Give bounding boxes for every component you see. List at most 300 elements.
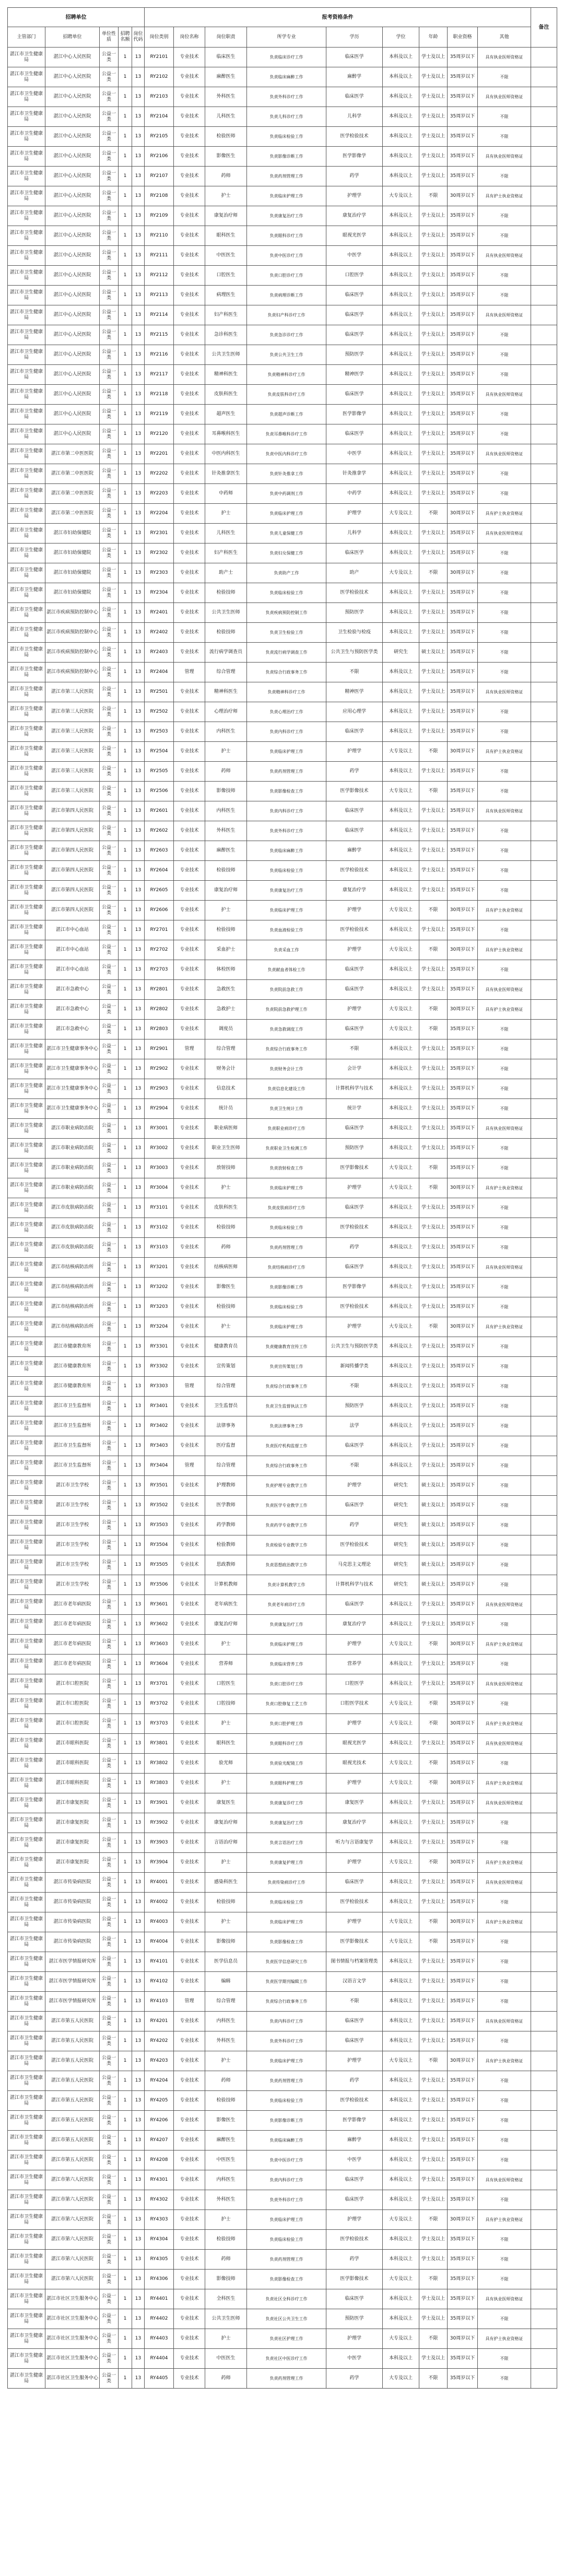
table-cell: RY2503 [145, 722, 174, 742]
remark-cell [531, 186, 557, 206]
table-cell: 13 [132, 2111, 145, 2131]
table-cell: 13 [132, 1337, 145, 1357]
table-cell: RY3001 [145, 1119, 174, 1139]
table-cell: 公益一类 [100, 1992, 119, 2012]
table-cell: 学士及以上 [419, 2250, 448, 2270]
table-cell: 护理学 [326, 1000, 383, 1020]
table-cell: 学士及以上 [419, 48, 448, 67]
table-cell: 13 [132, 821, 145, 841]
table-cell: 湛江市卫生健康局 [8, 226, 45, 246]
table-cell: 具有执业医师资格证 [478, 1674, 531, 1694]
table-cell: 专业技术 [174, 1516, 205, 1535]
table-cell: 湛江中心人民医院 [45, 167, 100, 186]
table-cell: RY2802 [145, 1000, 174, 1020]
table-cell: 临床医生 [205, 48, 247, 67]
table-cell: 湛江市卫生健康局 [8, 1833, 45, 1853]
table-cell: 管理 [174, 1992, 205, 2012]
table-cell: 康复治疗学 [326, 1615, 383, 1635]
table-cell: 护士 [205, 186, 247, 206]
table-cell: 湛江市第四人民医院 [45, 881, 100, 901]
table-cell: 学士及以上 [419, 167, 448, 186]
table-cell: 职业卫生医师 [205, 1139, 247, 1159]
table-cell: 湛江市第三人民医院 [45, 722, 100, 742]
table-cell: 13 [132, 1020, 145, 1039]
table-cell: 专业技术 [174, 742, 205, 762]
recruitment-table [7, 7, 557, 2389]
remark-cell [531, 1694, 557, 1714]
table-cell: RY4003 [145, 1912, 174, 1932]
table-cell: RY3604 [145, 1655, 174, 1674]
table-cell: 负责外科诊疗工作 [247, 87, 326, 107]
table-cell: 临床医学 [326, 1496, 383, 1516]
table-cell: RY2103 [145, 87, 174, 107]
table-cell: 管理 [174, 1456, 205, 1476]
table-cell: 负责临床护理工作 [247, 1317, 326, 1337]
table-cell: 35周岁以下 [448, 1456, 478, 1476]
table-cell: 湛江市卫生健康局 [8, 1635, 45, 1655]
table-cell: 学士及以上 [419, 1893, 448, 1912]
table-cell: 公益一类 [100, 1297, 119, 1317]
table-cell: 综合管理 [205, 1039, 247, 1059]
table-cell: 不限 [478, 2309, 531, 2329]
table-cell: 急诊科医生 [205, 325, 247, 345]
table-cell: 35周岁以下 [448, 1674, 478, 1694]
table-cell: 不限 [478, 107, 531, 127]
table-cell: 13 [132, 1575, 145, 1595]
table-cell: 1 [119, 1020, 132, 1039]
table-cell: RY3506 [145, 1575, 174, 1595]
table-cell: 具有执业医师资格证 [478, 524, 531, 543]
table-cell: 公益一类 [100, 841, 119, 861]
table-cell: 口腔医生 [205, 1674, 247, 1694]
table-cell: 专业技术 [174, 1397, 205, 1416]
table-cell: 学士及以上 [419, 1377, 448, 1397]
table-cell: 不限 [478, 1377, 531, 1397]
table-cell: 不限 [478, 821, 531, 841]
table-cell: 本科及以上 [383, 345, 419, 365]
table-row [8, 1893, 557, 1912]
table-cell: 营养师 [205, 1655, 247, 1674]
remark-cell [531, 1774, 557, 1793]
table-cell: RY3303 [145, 1377, 174, 1397]
table-cell: 负责康复治疗工作 [247, 206, 326, 226]
table-cell: 湛江市卫生学校 [45, 1555, 100, 1575]
table-cell: RY2404 [145, 663, 174, 682]
table-cell: 1 [119, 2111, 132, 2131]
table-cell: RY2115 [145, 325, 174, 345]
table-cell: 湛江市卫生健康局 [8, 1397, 45, 1416]
table-cell: 不限 [478, 206, 531, 226]
table-cell: 康复治疗师 [205, 206, 247, 226]
table-cell: 湛江市第六人民医院 [45, 2230, 100, 2250]
table-cell: 学士及以上 [419, 484, 448, 504]
table-row [8, 1258, 557, 1278]
table-cell: 湛江市卫生健康局 [8, 2111, 45, 2131]
table-cell: 负责卫生检验工作 [247, 623, 326, 643]
table-row [8, 67, 557, 87]
table-cell: 1 [119, 305, 132, 325]
table-cell: 湛江市卫生健康局 [8, 424, 45, 444]
table-cell: 公益一类 [100, 1456, 119, 1476]
table-cell: 35周岁以下 [448, 1119, 478, 1139]
table-cell: 公益一类 [100, 1734, 119, 1754]
table-cell: 1 [119, 365, 132, 385]
remark-cell [531, 801, 557, 821]
table-row [8, 702, 557, 722]
table-cell: 13 [132, 325, 145, 345]
table-cell: 护士 [205, 1635, 247, 1655]
remark-cell [531, 782, 557, 801]
table-cell: RY4202 [145, 2031, 174, 2051]
table-cell: RY4304 [145, 2230, 174, 2250]
table-cell: 1 [119, 2329, 132, 2349]
table-cell: 35周岁以下 [448, 1575, 478, 1595]
table-cell: 大专及以上 [383, 504, 419, 524]
table-cell: 湛江中心人民医院 [45, 266, 100, 286]
table-cell: 公益一类 [100, 1000, 119, 1020]
table-cell: 负责验光配镜工作 [247, 1754, 326, 1774]
table-cell: 护理学 [326, 1317, 383, 1337]
table-cell: 学士及以上 [419, 1297, 448, 1317]
table-cell: 35周岁以下 [448, 821, 478, 841]
table-cell: 湛江市卫生学校 [45, 1575, 100, 1595]
table-cell: 13 [132, 1674, 145, 1694]
table-cell: 研究生 [383, 643, 419, 663]
table-cell: 35周岁以下 [448, 1397, 478, 1416]
table-cell: 35周岁以下 [448, 1655, 478, 1674]
table-cell: 不限 [478, 1397, 531, 1416]
table-cell: 负责临床麻醉工作 [247, 67, 326, 87]
table-cell: 负责职业卫生检测工作 [247, 1139, 326, 1159]
table-cell: 不限 [478, 2250, 531, 2270]
table-cell: 负责健康教育宣传工作 [247, 1337, 326, 1357]
table-cell: 护理学 [326, 1912, 383, 1932]
table-cell: 公益一类 [100, 1595, 119, 1615]
table-cell: 公益一类 [100, 2270, 119, 2289]
table-cell: 公益一类 [100, 1912, 119, 1932]
table-cell: 心理治疗师 [205, 702, 247, 722]
table-cell: 医学检验技术 [326, 1297, 383, 1317]
table-cell: 负责献血者体检工作 [247, 960, 326, 980]
table-cell: 不限 [419, 1853, 448, 1873]
table-cell: 公益一类 [100, 1218, 119, 1238]
table-cell: 负责临床护理工作 [247, 2210, 326, 2230]
table-cell: 不限 [478, 1218, 531, 1238]
table-cell: 13 [132, 1238, 145, 1258]
table-cell: 湛江市卫生健康局 [8, 643, 45, 663]
table-cell: 1 [119, 2131, 132, 2150]
remark-cell [531, 980, 557, 1000]
table-cell: 专业技术 [174, 702, 205, 722]
table-cell: 本科及以上 [383, 167, 419, 186]
table-cell: 大专及以上 [383, 2369, 419, 2389]
table-cell: 眼科医生 [205, 226, 247, 246]
table-cell: 检验技师 [205, 583, 247, 603]
table-cell: 临床医学 [326, 1119, 383, 1139]
table-cell: 湛江中心人民医院 [45, 365, 100, 385]
table-cell: 湛江中心人民医院 [45, 424, 100, 444]
table-cell: 30周岁以下 [448, 901, 478, 920]
table-cell: 公益一类 [100, 1714, 119, 1734]
table-cell: 医学影像学 [326, 405, 383, 424]
table-cell: 专业技术 [174, 1159, 205, 1178]
table-cell: 本科及以上 [383, 1198, 419, 1218]
table-cell: 护士 [205, 2329, 247, 2349]
table-cell: 康复治疗学 [326, 881, 383, 901]
table-cell: 医学影像技术 [326, 1159, 383, 1178]
table-cell: 专业技术 [174, 1952, 205, 1972]
table-cell: 1 [119, 2349, 132, 2369]
table-cell: 护士 [205, 504, 247, 524]
table-cell: 具有护士执业资格证 [478, 1912, 531, 1932]
table-cell: 专业技术 [174, 167, 205, 186]
table-cell: 编辑 [205, 1972, 247, 1992]
table-cell: 湛江市社区卫生服务中心 [45, 2349, 100, 2369]
remark-cell [531, 1932, 557, 1952]
table-cell: 管理 [174, 1377, 205, 1397]
table-cell: 药师 [205, 1238, 247, 1258]
table-cell: 公益一类 [100, 127, 119, 147]
table-cell: 35周岁以下 [448, 127, 478, 147]
table-cell: 35周岁以下 [448, 1039, 478, 1059]
table-cell: 1 [119, 2150, 132, 2170]
table-cell: 1 [119, 1873, 132, 1893]
table-cell: 湛江市急救中心 [45, 1020, 100, 1039]
table-cell: 学士及以上 [419, 1139, 448, 1159]
table-cell: 公益一类 [100, 940, 119, 960]
table-cell: 大专及以上 [383, 1774, 419, 1793]
table-cell: 学士及以上 [419, 444, 448, 464]
table-cell: RY4301 [145, 2170, 174, 2190]
table-cell: 学士及以上 [419, 2170, 448, 2190]
table-cell: 儿科学 [326, 524, 383, 543]
table-cell: 13 [132, 1496, 145, 1516]
table-row [8, 48, 557, 67]
table-cell: 1 [119, 1436, 132, 1456]
table-cell: 本科及以上 [383, 603, 419, 623]
table-cell: 不限 [478, 563, 531, 583]
table-cell: RY2106 [145, 147, 174, 167]
table-cell: 1 [119, 444, 132, 464]
table-cell: 专业技术 [174, 1139, 205, 1159]
table-cell: 专业技术 [174, 1655, 205, 1674]
table-cell: 药师 [205, 2369, 247, 2389]
table-row [8, 643, 557, 663]
table-cell: 专业技术 [174, 1317, 205, 1337]
table-cell: 助产士 [205, 563, 247, 583]
table-cell: 不限 [478, 424, 531, 444]
table-cell: 医学检验技术 [326, 2091, 383, 2111]
table-cell: 公益一类 [100, 1813, 119, 1833]
table-row [8, 1595, 557, 1615]
remark-cell [531, 2071, 557, 2091]
table-cell: 不限 [419, 2329, 448, 2349]
table-cell: 湛江市卫生健康局 [8, 345, 45, 365]
table-cell: 本科及以上 [383, 821, 419, 841]
remark-cell [531, 1555, 557, 1575]
table-cell: 不限 [478, 2190, 531, 2210]
table-cell: 13 [132, 2289, 145, 2309]
table-cell: 湛江市卫生健康局 [8, 920, 45, 940]
table-cell: 本科及以上 [383, 305, 419, 325]
table-cell: 不限 [419, 2369, 448, 2389]
table-cell: 1 [119, 583, 132, 603]
table-row [8, 960, 557, 980]
table-cell: 专业技术 [174, 504, 205, 524]
table-cell: 13 [132, 67, 145, 87]
table-cell: 湛江市卫生健康局 [8, 1734, 45, 1754]
table-row [8, 365, 557, 385]
table-cell: 针灸推拿医生 [205, 464, 247, 484]
table-row [8, 1079, 557, 1099]
table-cell: 湛江市卫生健康局 [8, 1297, 45, 1317]
table-cell: 具有执业医师资格证 [478, 87, 531, 107]
table-cell: 13 [132, 801, 145, 821]
table-cell: 药师 [205, 2250, 247, 2270]
table-cell: RY2605 [145, 881, 174, 901]
table-cell: 湛江市卫生健康局 [8, 801, 45, 821]
table-cell: 13 [132, 1099, 145, 1119]
table-cell: 本科及以上 [383, 2170, 419, 2190]
table-cell: 35周岁以下 [448, 2230, 478, 2250]
table-cell: 13 [132, 1278, 145, 1297]
table-cell: 负责皮肤病诊疗工作 [247, 1198, 326, 1218]
table-cell: 1 [119, 48, 132, 67]
table-cell: RY2117 [145, 365, 174, 385]
table-cell: 1 [119, 1079, 132, 1099]
table-cell: 13 [132, 2270, 145, 2289]
table-cell: 大专及以上 [383, 1000, 419, 1020]
remark-cell [531, 127, 557, 147]
table-cell: 1 [119, 2230, 132, 2250]
table-cell: 不限 [478, 1754, 531, 1774]
table-cell: RY2601 [145, 801, 174, 821]
table-cell: 1 [119, 1159, 132, 1178]
table-cell: 30周岁以下 [448, 504, 478, 524]
table-cell: 临床医学 [326, 1258, 383, 1278]
remark-cell [531, 305, 557, 325]
table-cell: 负责职业病诊疗工作 [247, 1119, 326, 1139]
table-cell: 不限 [478, 1337, 531, 1357]
table-cell: 13 [132, 2170, 145, 2190]
table-cell: 不限 [478, 464, 531, 484]
table-cell: 大专及以上 [383, 1178, 419, 1198]
table-cell: 本科及以上 [383, 286, 419, 305]
table-cell: 35周岁以下 [448, 1833, 478, 1853]
table-cell: 研究生 [383, 1476, 419, 1496]
table-cell: 湛江市疾病预防控制中心 [45, 643, 100, 663]
table-cell: 专业技术 [174, 2131, 205, 2150]
table-cell: 负责耳鼻喉科诊疗工作 [247, 424, 326, 444]
table-cell: 专业技术 [174, 1436, 205, 1456]
table-cell: RY3504 [145, 1535, 174, 1555]
table-cell: RY2202 [145, 464, 174, 484]
table-cell: 研究生 [383, 1535, 419, 1555]
table-cell: 专业技术 [174, 385, 205, 405]
remark-cell [531, 1039, 557, 1059]
table-cell: 专业技术 [174, 424, 205, 444]
table-cell: 负责临床检验工作 [247, 127, 326, 147]
table-row [8, 1198, 557, 1218]
table-cell: 13 [132, 405, 145, 424]
table-cell: 1 [119, 1516, 132, 1535]
table-cell: 不限 [478, 1972, 531, 1992]
table-cell: 本科及以上 [383, 1595, 419, 1615]
table-cell: 30周岁以下 [448, 940, 478, 960]
table-cell: 专业技术 [174, 444, 205, 464]
table-row [8, 2190, 557, 2210]
table-cell: 负责药剂管理工作 [247, 762, 326, 782]
table-cell: 全科医生 [205, 2289, 247, 2309]
table-cell: 专业技术 [174, 821, 205, 841]
remark-cell [531, 385, 557, 405]
table-cell: 公益一类 [100, 1337, 119, 1357]
table-cell: 专业技术 [174, 1535, 205, 1555]
table-cell: 公益一类 [100, 1178, 119, 1198]
table-cell: 专业技术 [174, 1734, 205, 1754]
table-cell: 精神科医生 [205, 682, 247, 702]
table-cell: 医学教师 [205, 1496, 247, 1516]
table-cell: 学士及以上 [419, 2349, 448, 2369]
table-cell: 1 [119, 1059, 132, 1079]
table-cell: 30周岁以下 [448, 1774, 478, 1793]
remark-cell [531, 1635, 557, 1655]
table-cell: 13 [132, 583, 145, 603]
table-cell: 负责老年病诊疗工作 [247, 1595, 326, 1615]
table-cell: RY4204 [145, 2071, 174, 2091]
table-cell: 本科及以上 [383, 1655, 419, 1674]
table-cell: 不限 [419, 1635, 448, 1655]
table-cell: 1 [119, 762, 132, 782]
table-cell: RY2502 [145, 702, 174, 722]
table-cell: 湛江市卫生健康局 [8, 1159, 45, 1178]
table-cell: 湛江市卫生健康局 [8, 543, 45, 563]
table-cell: 学士及以上 [419, 801, 448, 821]
table-cell: 公益一类 [100, 444, 119, 464]
table-cell: 湛江中心人民医院 [45, 67, 100, 87]
table-cell: 湛江市传染病医院 [45, 1873, 100, 1893]
table-row [8, 920, 557, 940]
table-cell: 湛江市卫生健康局 [8, 484, 45, 504]
table-cell: 本科及以上 [383, 1674, 419, 1694]
table-cell: 30周岁以下 [448, 1635, 478, 1655]
table-cell: 35周岁以下 [448, 1238, 478, 1258]
table-cell: 35周岁以下 [448, 1377, 478, 1397]
table-cell: 不限 [326, 1039, 383, 1059]
table-cell: 医学检验技术 [326, 1535, 383, 1555]
table-cell: 不限 [478, 2369, 531, 2389]
table-cell: 负责眼科护理工作 [247, 1774, 326, 1793]
table-cell: 35周岁以下 [448, 305, 478, 325]
table-cell: RY4101 [145, 1952, 174, 1972]
table-cell: 湛江市卫生健康局 [8, 742, 45, 762]
table-cell: 麻醉医生 [205, 2131, 247, 2150]
table-cell: 公益一类 [100, 1099, 119, 1119]
table-cell: RY2304 [145, 583, 174, 603]
table-cell: 35周岁以下 [448, 861, 478, 881]
table-cell: 湛江市卫生健康局 [8, 1456, 45, 1476]
table-row [8, 1159, 557, 1178]
remark-cell [531, 861, 557, 881]
table-cell: 湛江市卫生监督所 [45, 1397, 100, 1416]
table-row [8, 801, 557, 821]
table-cell: 1 [119, 881, 132, 901]
table-cell: 湛江市口腔医院 [45, 1714, 100, 1734]
table-cell: 研究生 [383, 1496, 419, 1516]
table-cell: 思政教师 [205, 1555, 247, 1575]
table-cell: 不限 [419, 901, 448, 920]
table-cell: 负责临床护理工作 [247, 1912, 326, 1932]
